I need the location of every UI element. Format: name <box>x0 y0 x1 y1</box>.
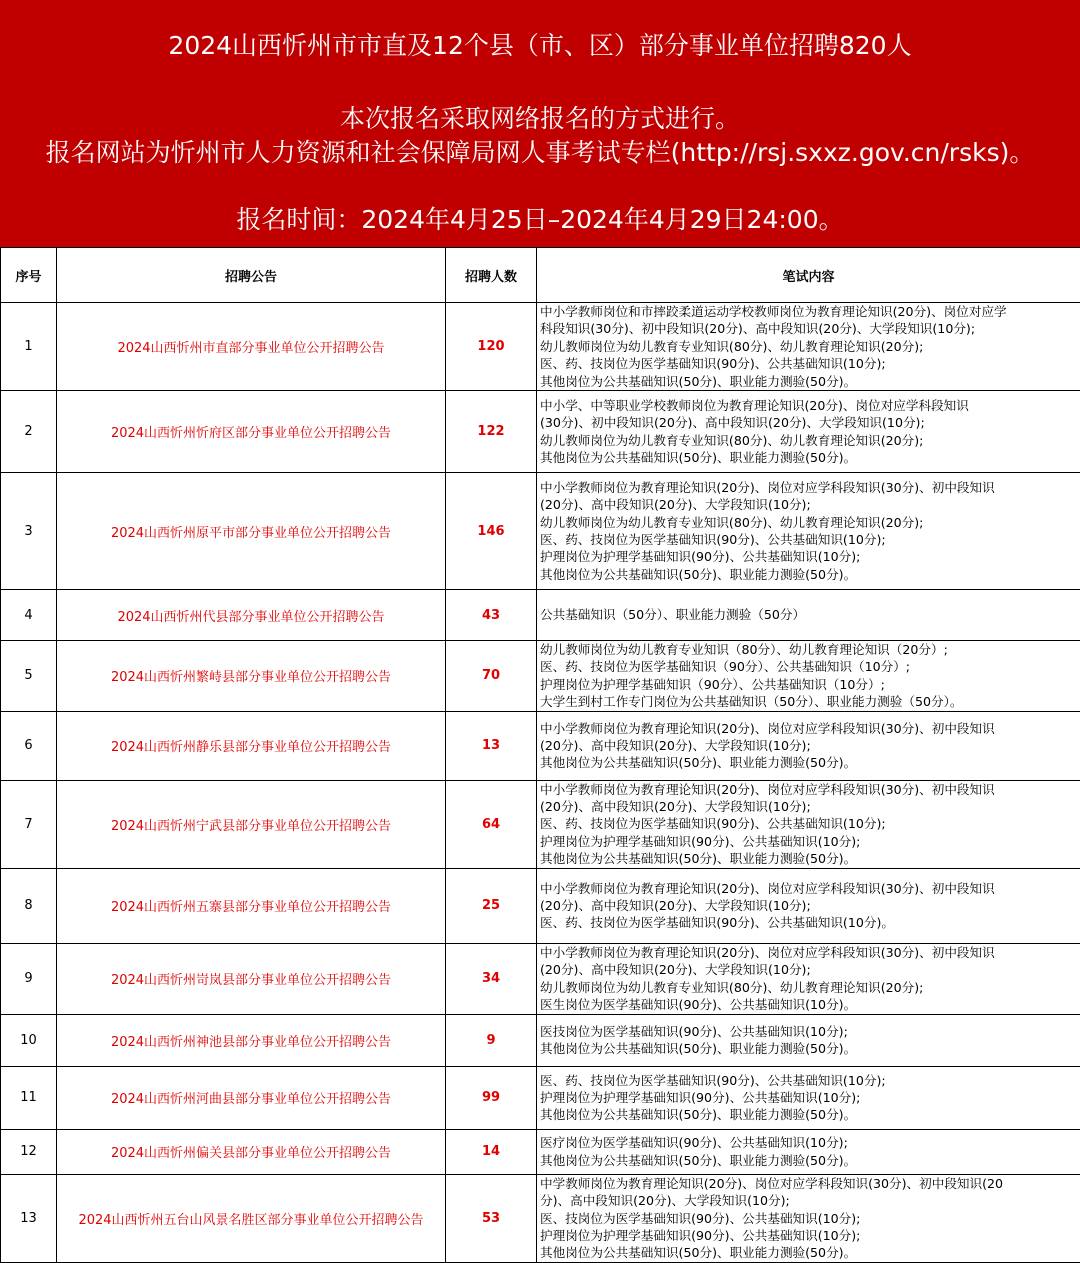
exam-content-line: 护理岗位为护理学基础知识（90分）、公共基础知识（10分）; <box>540 676 1080 693</box>
exam-content-line: 幼儿教师岗位为幼儿教育专业知识（80分）、幼儿教育理论知识（20分）; <box>540 641 1080 658</box>
exam-content-line: 分)、高中段知识(20分)、大学段知识(10分); <box>540 1192 1080 1209</box>
exam-content <box>537 303 1080 391</box>
exam-content-line: 中小学教师岗位为教育理论知识(20分)、岗位对应学科段知识(30分)、初中段知识 <box>540 781 1080 798</box>
table-row <box>1 1129 1080 1174</box>
exam-content-line: 中小学、中等职业学校教师岗位为教育理论知识(20分)、岗位对应学科段知识 <box>540 397 1080 414</box>
exam-content-line: (20分)、高中段知识(20分)、大学段知识(10分); <box>540 798 1080 815</box>
exam-content <box>537 943 1080 1014</box>
exam-content-line: 医疗岗位为医学基础知识(90分)、公共基础知识(10分); <box>540 1134 1080 1151</box>
exam-content-line: 中学教师岗位为教育理论知识(20分)、岗位对应学科段知识(30分)、初中段知识(20 <box>540 1175 1080 1192</box>
exam-content-line: 医、技岗位为医学基础知识(90分)、公共基础知识(10分); <box>540 1210 1080 1227</box>
exam-content-line: 幼儿教师岗位为幼儿教育专业知识(80分)、幼儿教育理论知识(20分); <box>540 979 1080 996</box>
recruit-count: 53 <box>446 1174 537 1262</box>
notice-link[interactable]: 2024山西忻州静乐县部分事业单位公开招聘公告 <box>57 711 446 780</box>
header-content: 笔试内容 <box>537 248 1080 303</box>
table-row <box>1 711 1080 780</box>
table-row <box>1 641 1080 712</box>
exam-content-line: 科段知识(30分)、初中段知识(20分)、高中段知识(20分)、大学段知识(10分); <box>540 320 1080 337</box>
exam-content-line: 护理岗位为护理学基础知识(90分)、公共基础知识(10分); <box>540 548 1080 565</box>
exam-content-line: 其他岗位为公共基础知识(50分)、职业能力测验(50分)。 <box>540 449 1080 466</box>
recruit-count: 13 <box>446 711 537 780</box>
recruit-count: 146 <box>446 473 537 590</box>
registration-website: 报名网站为忻州市人力资源和社会保障局网人事考试专栏(http://rsj.sxxz.gov.cn/rsks)。 <box>0 136 1080 170</box>
row-index: 7 <box>1 780 57 868</box>
recruit-count: 120 <box>446 303 537 391</box>
table-row <box>1 1066 1080 1129</box>
exam-content <box>537 868 1080 943</box>
exam-content-line: 其他岗位为公共基础知识(50分)、职业能力测验(50分)。 <box>540 754 1080 771</box>
recruit-count: 43 <box>446 590 537 641</box>
exam-content-line: 其他岗位为公共基础知识(50分)、职业能力测验(50分)。 <box>540 1106 1080 1123</box>
table-row <box>1 1014 1080 1066</box>
recruit-count: 9 <box>446 1014 537 1066</box>
row-index: 9 <box>1 943 57 1014</box>
exam-content-line: 护理岗位为护理学基础知识(90分)、公共基础知识(10分); <box>540 1089 1080 1106</box>
exam-content-line: 其他岗位为公共基础知识(50分)、职业能力测验(50分)。 <box>540 566 1080 583</box>
exam-content-line: 幼儿教师岗位为幼儿教育专业知识(80分)、幼儿教育理论知识(20分); <box>540 338 1080 355</box>
exam-content <box>537 1129 1080 1174</box>
exam-content-line: 其他岗位为公共基础知识(50分)、职业能力测验(50分)。 <box>540 373 1080 390</box>
notice-link[interactable]: 2024山西忻州忻府区部分事业单位公开招聘公告 <box>57 391 446 473</box>
exam-content-line: 大学生到村工作专门岗位为公共基础知识（50分）、职业能力测验（50分）。 <box>540 693 1080 710</box>
page-title: 2024山西忻州市市直及12个县（市、区）部分事业单位招聘820人 <box>0 29 1080 63</box>
row-index: 4 <box>1 590 57 641</box>
row-index: 5 <box>1 641 57 712</box>
table-row <box>1 868 1080 943</box>
exam-content-line: (20分)、高中段知识(20分)、大学段知识(10分); <box>540 496 1080 513</box>
notice-link[interactable]: 2024山西忻州代县部分事业单位公开招聘公告 <box>57 590 446 641</box>
registration-time: 报名时间：2024年4月25日–2024年4月29日24:00。 <box>0 203 1080 237</box>
exam-content-line: 中小学教师岗位为教育理论知识(20分)、岗位对应学科段知识(30分)、初中段知识 <box>540 944 1080 961</box>
exam-content-line: 护理岗位为护理学基础知识(90分)、公共基础知识(10分); <box>540 833 1080 850</box>
exam-content-line: 其他岗位为公共基础知识(50分)、职业能力测验(50分)。 <box>540 1040 1080 1057</box>
exam-content-line: 其他岗位为公共基础知识(50分)、职业能力测验(50分)。 <box>540 1152 1080 1169</box>
exam-content-line: (20分)、高中段知识(20分)、大学段知识(10分); <box>540 961 1080 978</box>
notice-link[interactable]: 2024山西忻州五寨县部分事业单位公开招聘公告 <box>57 868 446 943</box>
exam-content-line: 其他岗位为公共基础知识(50分)、职业能力测验(50分)。 <box>540 1244 1080 1261</box>
table-row <box>1 943 1080 1014</box>
row-index: 3 <box>1 473 57 590</box>
exam-content <box>537 590 1080 641</box>
notice-link[interactable]: 2024山西忻州神池县部分事业单位公开招聘公告 <box>57 1014 446 1066</box>
notice-link[interactable]: 2024山西忻州偏关县部分事业单位公开招聘公告 <box>57 1129 446 1174</box>
header-index: 序号 <box>1 248 57 303</box>
exam-content-line: 医、药、技岗位为医学基础知识(90分)、公共基础知识(10分)。 <box>540 914 1080 931</box>
table-row <box>1 780 1080 868</box>
exam-content-line: (20分)、高中段知识(20分)、大学段知识(10分); <box>540 737 1080 754</box>
exam-content <box>537 473 1080 590</box>
notice-link[interactable]: 2024山西忻州五台山风景名胜区部分事业单位公开招聘公告 <box>57 1174 446 1262</box>
recruit-count: 25 <box>446 868 537 943</box>
notice-link[interactable]: 2024山西忻州繁峙县部分事业单位公开招聘公告 <box>57 641 446 712</box>
notice-link[interactable]: 2024山西忻州市直部分事业单位公开招聘公告 <box>57 303 446 391</box>
exam-content-line: 中小学教师岗位和市摔跤柔道运动学校教师岗位为教育理论知识(20分)、岗位对应学 <box>540 303 1080 320</box>
table-row <box>1 473 1080 590</box>
exam-content <box>537 641 1080 712</box>
table-row <box>1 1174 1080 1262</box>
recruit-count: 99 <box>446 1066 537 1129</box>
notice-link[interactable]: 2024山西忻州宁武县部分事业单位公开招聘公告 <box>57 780 446 868</box>
row-index: 2 <box>1 391 57 473</box>
notice-link[interactable]: 2024山西忻州原平市部分事业单位公开招聘公告 <box>57 473 446 590</box>
exam-content-line: (30分)、初中段知识(20分)、高中段知识(20分)、大学段知识(10分); <box>540 414 1080 431</box>
exam-content-line: 中小学教师岗位为教育理论知识(20分)、岗位对应学科段知识(30分)、初中段知识 <box>540 880 1080 897</box>
recruit-count: 64 <box>446 780 537 868</box>
notice-link[interactable]: 2024山西忻州河曲县部分事业单位公开招聘公告 <box>57 1066 446 1129</box>
row-index: 1 <box>1 303 57 391</box>
row-index: 6 <box>1 711 57 780</box>
exam-content <box>537 711 1080 780</box>
exam-content-line: 医技岗位为医学基础知识(90分)、公共基础知识(10分); <box>540 1023 1080 1040</box>
recruit-count: 122 <box>446 391 537 473</box>
row-index: 10 <box>1 1014 57 1066</box>
notice-link[interactable]: 2024山西忻州岢岚县部分事业单位公开招聘公告 <box>57 943 446 1014</box>
exam-content-line: 其他岗位为公共基础知识(50分)、职业能力测验(50分)。 <box>540 850 1080 867</box>
exam-content-line: 公共基础知识（50分）、职业能力测验（50分） <box>540 606 1080 623</box>
row-index: 11 <box>1 1066 57 1129</box>
exam-content-line: 医、药、技岗位为医学基础知识(90分)、公共基础知识(10分); <box>540 355 1080 372</box>
exam-content-line: 医、药、技岗位为医学基础知识(90分)、公共基础知识(10分); <box>540 531 1080 548</box>
exam-content <box>537 1174 1080 1262</box>
exam-content <box>537 1066 1080 1129</box>
row-index: 12 <box>1 1129 57 1174</box>
header-notice: 招聘公告 <box>57 248 446 303</box>
exam-content-line: 中小学教师岗位为教育理论知识(20分)、岗位对应学科段知识(30分)、初中段知识 <box>540 479 1080 496</box>
recruit-count: 14 <box>446 1129 537 1174</box>
recruit-count: 70 <box>446 641 537 712</box>
table-row <box>1 391 1080 473</box>
exam-content <box>537 391 1080 473</box>
exam-content <box>537 780 1080 868</box>
exam-content <box>537 1014 1080 1066</box>
table-row <box>1 303 1080 391</box>
registration-method: 本次报名采取网络报名的方式进行。 <box>0 102 1080 136</box>
exam-content-line: 医、药、技岗位为医学基础知识（90分）、公共基础知识（10分）; <box>540 658 1080 675</box>
exam-content-line: 幼儿教师岗位为幼儿教育专业知识(80分)、幼儿教育理论知识(20分); <box>540 514 1080 531</box>
recruit-count: 34 <box>446 943 537 1014</box>
exam-content-line: 医、药、技岗位为医学基础知识(90分)、公共基础知识(10分); <box>540 1072 1080 1089</box>
exam-content-line: 医生岗位为医学基础知识(90分)、公共基础知识(10分)。 <box>540 996 1080 1013</box>
exam-content-line: 医、药、技岗位为医学基础知识(90分)、公共基础知识(10分); <box>540 815 1080 832</box>
row-index: 13 <box>1 1174 57 1262</box>
exam-content-line: (20分)、高中段知识(20分)、大学段知识(10分); <box>540 897 1080 914</box>
header-count: 招聘人数 <box>446 248 537 303</box>
exam-content-line: 护理岗位为护理学基础知识(90分)、公共基础知识(10分); <box>540 1227 1080 1244</box>
exam-content-line: 幼儿教师岗位为幼儿教育专业知识(80分)、幼儿教育理论知识(20分); <box>540 432 1080 449</box>
exam-content-line: 中小学教师岗位为教育理论知识(20分)、岗位对应学科段知识(30分)、初中段知识 <box>540 720 1080 737</box>
header-banner <box>0 0 1080 247</box>
table-header-row <box>1 248 1080 303</box>
row-index: 8 <box>1 868 57 943</box>
table-row <box>1 590 1080 641</box>
recruitment-table <box>0 247 1080 1263</box>
